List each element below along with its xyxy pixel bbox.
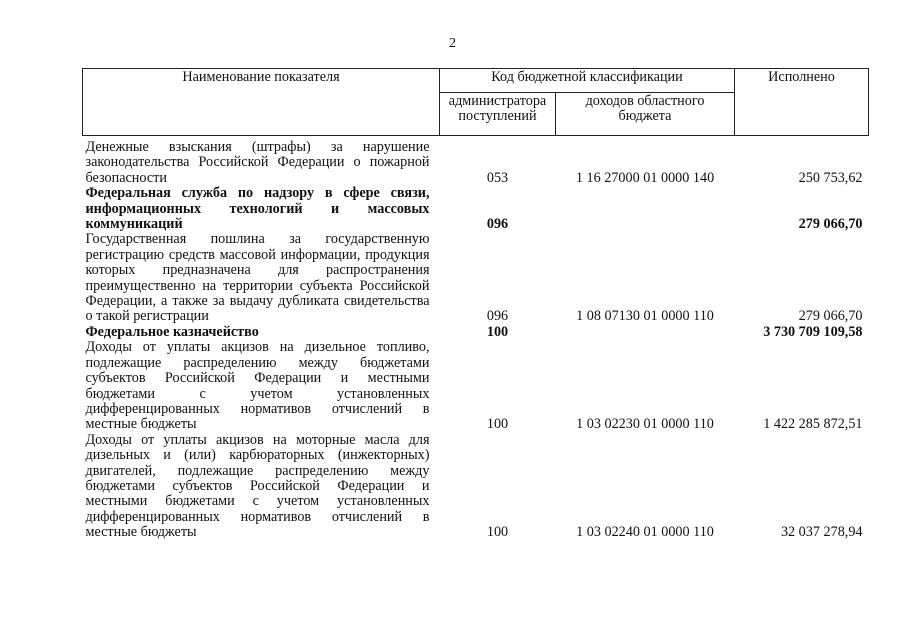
header-admin-code: администратора поступлений (440, 93, 556, 136)
row-admin-code: 100 (486, 416, 509, 433)
row-admin-code: 096 (486, 308, 509, 325)
header-income-code: доходов областного бюджета (556, 93, 735, 136)
row-name: Государственная пошлина за государственную регистрацию средств массовой информации, продукция которых предназначена для распространения преимущественно на территории субъекта Российской Федерации, а также за выдачу дубликата свидетельства о такой регистрации (85, 231, 430, 325)
row-income-code: 1 03 02240 01 0000 110 (576, 524, 714, 541)
row-name: Доходы от уплаты акцизов на дизельное топливо, подлежащие распределению между бюджетами субъектов Российской Федерации и местными бюджетами с учетом установленных дифференцированных нормативов отчислений в местные бюджеты (85, 339, 430, 433)
table-row (83, 340, 869, 432)
row-executed: 3 730 709 109,58 (763, 323, 863, 340)
header-executed: Исполнено (735, 69, 869, 136)
row-admin-code: 100 (486, 323, 509, 340)
page-number: 2 (449, 36, 456, 51)
header-budget-code: Код бюджетной классификации (440, 69, 735, 93)
row-income-code (556, 325, 735, 340)
row-admin-code: 100 (486, 524, 509, 541)
row-name: Доходы от уплаты акцизов на моторные масла для дизельных и (или) карбюраторных (инжекторных) двигателей, подлежащие распределению между бюджетами субъектов Российской Федерации и местными бюджетами с учетом установленных дифференцированных нормативов отчислений в местные бюджеты (85, 431, 430, 541)
row-income-code: 1 03 02230 01 0000 110 (576, 416, 714, 433)
row-name: Федеральная служба по надзору в сфере связи, информационных технологий и массовых коммуникаций (85, 185, 430, 233)
row-income-code: 1 16 27000 01 0000 140 (575, 169, 715, 186)
row-executed: 279 066,70 (798, 308, 863, 325)
row-income-code: 1 08 07130 01 0000 110 (576, 308, 714, 325)
row-admin-code: 096 (486, 216, 509, 233)
row-name: Денежные взыскания (штрафы) за нарушение законодательства Российской Федерации о пожарной безопасности (85, 139, 430, 186)
header-indicator-name: Наименование показателя (83, 69, 440, 136)
row-executed: 32 037 278,94 (780, 524, 863, 541)
row-admin-code: 053 (486, 169, 509, 186)
table-body (83, 136, 869, 541)
table-row (83, 325, 869, 340)
budget-table (82, 68, 869, 541)
table-row (83, 186, 869, 232)
table-row (83, 136, 869, 187)
row-executed: 1 422 285 872,51 (763, 416, 863, 433)
table-row (83, 232, 869, 324)
table-header (83, 69, 869, 136)
row-executed: 250 753,62 (798, 169, 863, 186)
row-name: Федеральное казначейство (85, 323, 259, 340)
row-executed: 279 066,70 (798, 216, 863, 233)
row-income-code (556, 186, 735, 232)
table-row (83, 433, 869, 541)
